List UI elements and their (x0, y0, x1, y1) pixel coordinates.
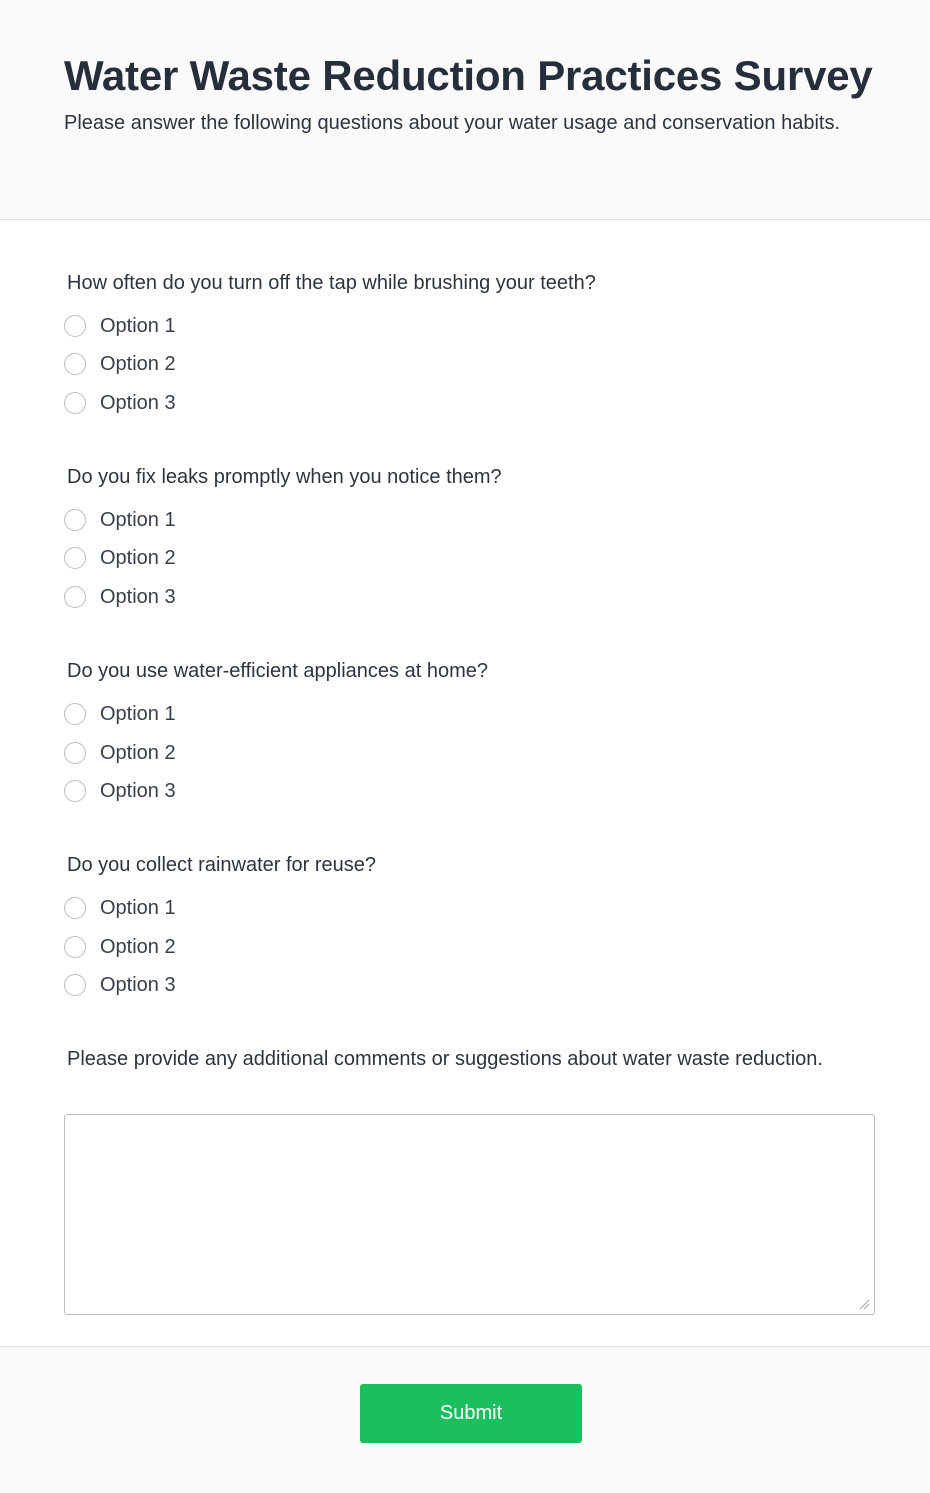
question-1-option-3[interactable] (64, 390, 176, 416)
resize-handle-icon[interactable] (858, 1298, 870, 1310)
radio-button[interactable] (64, 392, 86, 414)
question-3-text: Do you use water-efficient appliances at home? (67, 660, 488, 682)
option-label: Option 1 (100, 314, 176, 337)
question-1-option-1[interactable] (64, 313, 176, 339)
radio-button[interactable] (64, 353, 86, 375)
question-2-option-1[interactable] (64, 507, 176, 533)
radio-button[interactable] (64, 509, 86, 531)
option-label: Option 1 (100, 702, 176, 725)
option-label: Option 2 (100, 741, 176, 764)
radio-button[interactable] (64, 936, 86, 958)
option-label: Option 1 (100, 896, 176, 919)
submit-button[interactable]: Submit (360, 1384, 582, 1443)
question-3-option-1[interactable] (64, 701, 176, 727)
comments-label: Please provide any additional comments or suggestions about water waste reduction. (67, 1048, 823, 1070)
question-2-option-3[interactable] (64, 584, 176, 610)
question-2-option-2[interactable] (64, 545, 176, 571)
radio-button[interactable] (64, 315, 86, 337)
question-3-option-3[interactable] (64, 778, 176, 804)
option-label: Option 2 (100, 546, 176, 569)
question-1-option-2[interactable] (64, 351, 176, 377)
page-title: Water Waste Reduction Practices Survey (64, 52, 873, 99)
question-4-option-2[interactable] (64, 934, 176, 960)
question-1-text: How often do you turn off the tap while brushing your teeth? (67, 272, 596, 294)
page-subtitle: Please answer the following questions about your water usage and conservation habits. (64, 112, 841, 134)
radio-button[interactable] (64, 586, 86, 608)
option-label: Option 1 (100, 508, 176, 531)
option-label: Option 3 (100, 585, 176, 608)
question-4-text: Do you collect rainwater for reuse? (67, 854, 377, 876)
option-label: Option 2 (100, 935, 176, 958)
radio-button[interactable] (64, 742, 86, 764)
radio-button[interactable] (64, 703, 86, 725)
question-4-option-1[interactable] (64, 895, 176, 921)
question-3-option-2[interactable] (64, 740, 176, 766)
radio-button[interactable] (64, 974, 86, 996)
option-label: Option 2 (100, 352, 176, 375)
radio-button[interactable] (64, 780, 86, 802)
radio-button[interactable] (64, 897, 86, 919)
radio-button[interactable] (64, 547, 86, 569)
comments-textarea[interactable] (64, 1114, 875, 1315)
option-label: Option 3 (100, 391, 176, 414)
option-label: Option 3 (100, 779, 176, 802)
survey-header (0, 0, 930, 220)
option-label: Option 3 (100, 973, 176, 996)
question-2-text: Do you fix leaks promptly when you notice them? (67, 466, 502, 488)
question-4-option-3[interactable] (64, 972, 176, 998)
